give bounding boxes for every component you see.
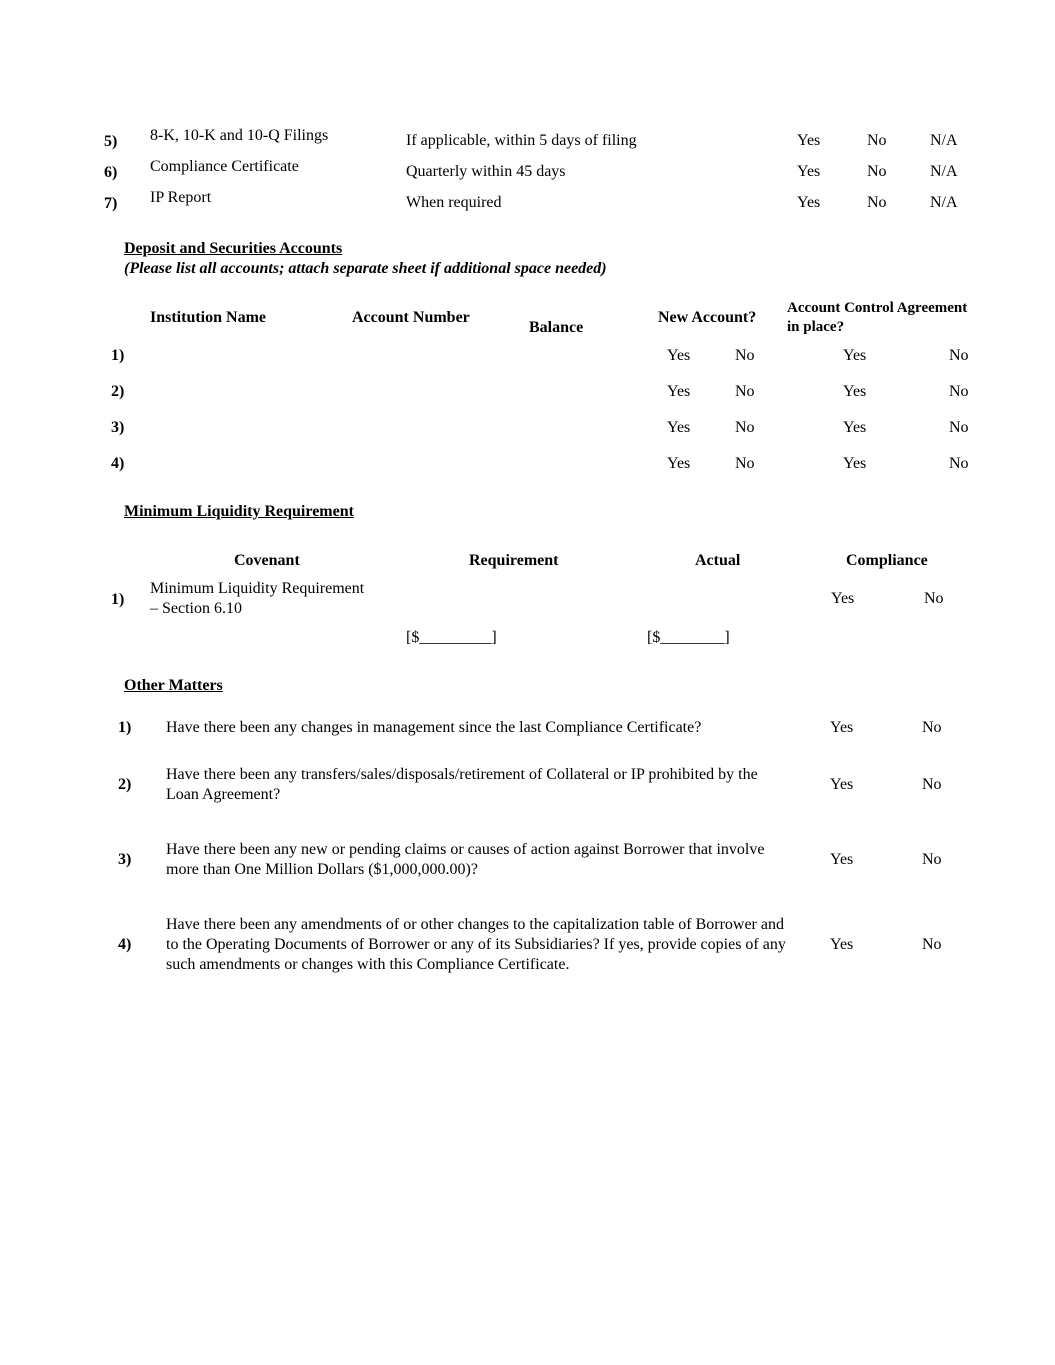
yes-option[interactable]: Yes: [797, 163, 821, 180]
covenant-name: Minimum Liquidity Requirement: [150, 580, 365, 597]
section-title: Minimum Liquidity Requirement: [124, 503, 354, 520]
yes-option[interactable]: Yes: [797, 194, 821, 211]
reporting-item: Compliance Certificate: [150, 158, 299, 175]
section-title: Other Matters: [124, 677, 223, 694]
header-balance: Balance: [529, 319, 584, 336]
reporting-item: IP Report: [150, 189, 212, 206]
reporting-due: Quarterly within 45 days: [406, 163, 566, 180]
control-agreement-no[interactable]: No: [949, 419, 969, 436]
no-option[interactable]: No: [867, 163, 887, 180]
header-institution-name: Institution Name: [150, 309, 267, 326]
covenant-section: – Section 6.10: [150, 600, 242, 617]
row-number: 3): [111, 419, 125, 436]
new-account-no[interactable]: No: [735, 383, 755, 400]
control-agreement-yes[interactable]: Yes: [843, 419, 867, 436]
header-requirement: Requirement: [469, 552, 559, 569]
control-agreement-yes[interactable]: Yes: [843, 455, 867, 472]
new-account-yes[interactable]: Yes: [667, 347, 691, 364]
header-compliance: Compliance: [846, 552, 928, 569]
control-agreement-no[interactable]: No: [949, 455, 969, 472]
control-agreement-yes[interactable]: Yes: [843, 347, 867, 364]
answer-no[interactable]: No: [922, 851, 942, 868]
row-number: 4): [111, 455, 125, 472]
answer-yes[interactable]: Yes: [830, 776, 854, 793]
answer-no[interactable]: No: [922, 719, 942, 736]
header-account-control-agreement: Account Control Agreement: [787, 300, 968, 316]
header-account-number: Account Number: [352, 309, 470, 326]
na-option[interactable]: N/A: [930, 194, 958, 211]
requirement-field[interactable]: [$_________]: [406, 629, 497, 646]
no-option[interactable]: No: [867, 194, 887, 211]
answer-yes[interactable]: Yes: [830, 936, 854, 953]
row-number: 1): [111, 591, 125, 608]
yes-option[interactable]: Yes: [797, 132, 821, 149]
compliance-no[interactable]: No: [924, 590, 944, 607]
control-agreement-no[interactable]: No: [949, 347, 969, 364]
reporting-due: If applicable, within 5 days of filing: [406, 132, 637, 149]
header-covenant: Covenant: [234, 552, 300, 569]
new-account-yes[interactable]: Yes: [667, 383, 691, 400]
control-agreement-yes[interactable]: Yes: [843, 383, 867, 400]
answer-yes[interactable]: Yes: [830, 851, 854, 868]
no-option[interactable]: No: [867, 132, 887, 149]
row-number: 1): [118, 719, 132, 736]
row-number: 4): [118, 936, 132, 953]
new-account-no[interactable]: No: [735, 347, 755, 364]
row-number: 1): [111, 347, 125, 364]
row-number: 6): [104, 164, 118, 181]
question-text: Have there been any transfers/sales/disposals/retirement of Collateral or IP prohibited by the Loan Agreement?: [166, 766, 758, 803]
header-account-control-agreement-line2: in place?: [787, 319, 845, 335]
new-account-no[interactable]: No: [735, 455, 755, 472]
row-number: 3): [118, 851, 132, 868]
actual-field[interactable]: [$________]: [647, 629, 730, 646]
question-text: Have there been any changes in management since the last Compliance Certificate?: [166, 719, 702, 736]
row-number: 5): [104, 133, 118, 150]
compliance-yes[interactable]: Yes: [831, 590, 855, 607]
header-actual: Actual: [695, 552, 741, 569]
new-account-yes[interactable]: Yes: [667, 455, 691, 472]
header-new-account: New Account?: [658, 309, 757, 326]
row-number: 7): [104, 195, 118, 212]
new-account-yes[interactable]: Yes: [667, 419, 691, 436]
section-subtitle: (Please list all accounts; attach separate sheet if additional space needed): [124, 260, 607, 277]
question-text: Have there been any amendments of or other changes to the capitalization table of Borrower and to the Operating Documents of Borrower or any of its Subsidiaries? If yes, provide copies of any such amendments or changes with this Compliance Certificate.: [166, 916, 786, 973]
answer-yes[interactable]: Yes: [830, 719, 854, 736]
new-account-no[interactable]: No: [735, 419, 755, 436]
section-title: Deposit and Securities Accounts: [124, 240, 343, 257]
control-agreement-no[interactable]: No: [949, 383, 969, 400]
row-number: 2): [111, 383, 125, 400]
reporting-due: When required: [406, 194, 502, 211]
na-option[interactable]: N/A: [930, 132, 958, 149]
na-option[interactable]: N/A: [930, 163, 958, 180]
row-number: 2): [118, 776, 132, 793]
answer-no[interactable]: No: [922, 936, 942, 953]
answer-no[interactable]: No: [922, 776, 942, 793]
question-text: Have there been any new or pending claims or causes of action against Borrower that involve more than One Million Dollars ($1,000,000.00)?: [166, 841, 765, 878]
reporting-item: 8-K, 10-K and 10-Q Filings: [150, 127, 329, 144]
